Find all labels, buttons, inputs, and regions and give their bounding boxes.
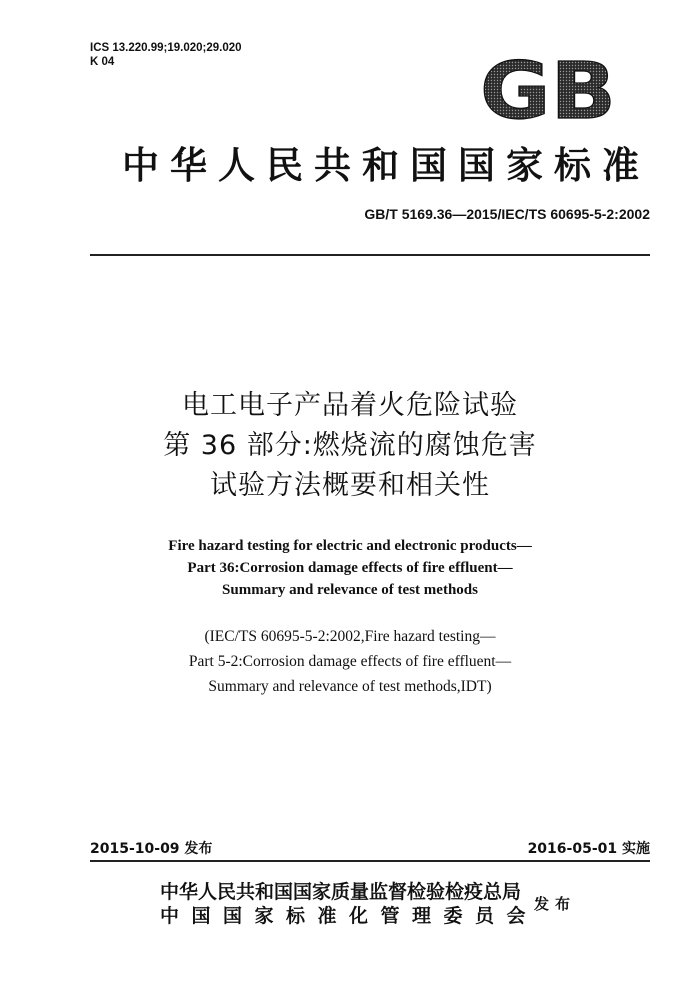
chinese-title-line: 电工电子产品着火危险试验 — [182, 390, 518, 421]
issuer-line: 中华人民共和国国家质量监督检验检疫总局 — [160, 881, 522, 903]
chinese-title-line: 第 36 部分:燃烧流的腐蚀危害 — [163, 430, 537, 461]
gb-logo — [478, 52, 618, 124]
english-title-line: Fire hazard testing for electric and electronic products— — [168, 538, 532, 554]
publish-label: 发布 — [534, 895, 577, 913]
issue-date: 2015-10-09 发布 — [90, 841, 213, 857]
standard-number: GB/T 5169.36—2015/IEC/TS 60695-5-2:2002 — [364, 206, 650, 222]
equivalence-line: (IEC/TS 60695-5-2:2002,Fire hazard testing— — [204, 628, 496, 645]
chinese-title — [0, 386, 700, 506]
ccs-code: K 04 — [90, 56, 115, 68]
bottom-divider — [90, 860, 650, 862]
chinese-title-line: 试验方法概要和相关性 — [210, 470, 490, 501]
implement-date: 2016-05-01 实施 — [527, 841, 650, 857]
english-title — [0, 535, 700, 601]
national-standard-title: 中华人民共和国国家标准 — [122, 143, 650, 187]
equivalence-line: Summary and relevance of test methods,IDT) — [208, 678, 492, 695]
issuer-line: 中国国家标准化管理委员会 — [160, 905, 539, 927]
top-divider — [90, 254, 650, 256]
classification-codes — [90, 41, 242, 69]
issuing-authorities — [160, 880, 538, 928]
gb-logo-text: GB — [480, 52, 616, 124]
equivalence-line: Part 5-2:Corrosion damage effects of fire effluent— — [188, 653, 512, 670]
english-title-line: Summary and relevance of test methods — [222, 582, 478, 598]
english-title-line: Part 36:Corrosion damage effects of fire effluent— — [187, 560, 513, 576]
ics-code: ICS 13.220.99;19.020;29.020 — [90, 42, 242, 54]
equivalence-note — [0, 624, 700, 699]
